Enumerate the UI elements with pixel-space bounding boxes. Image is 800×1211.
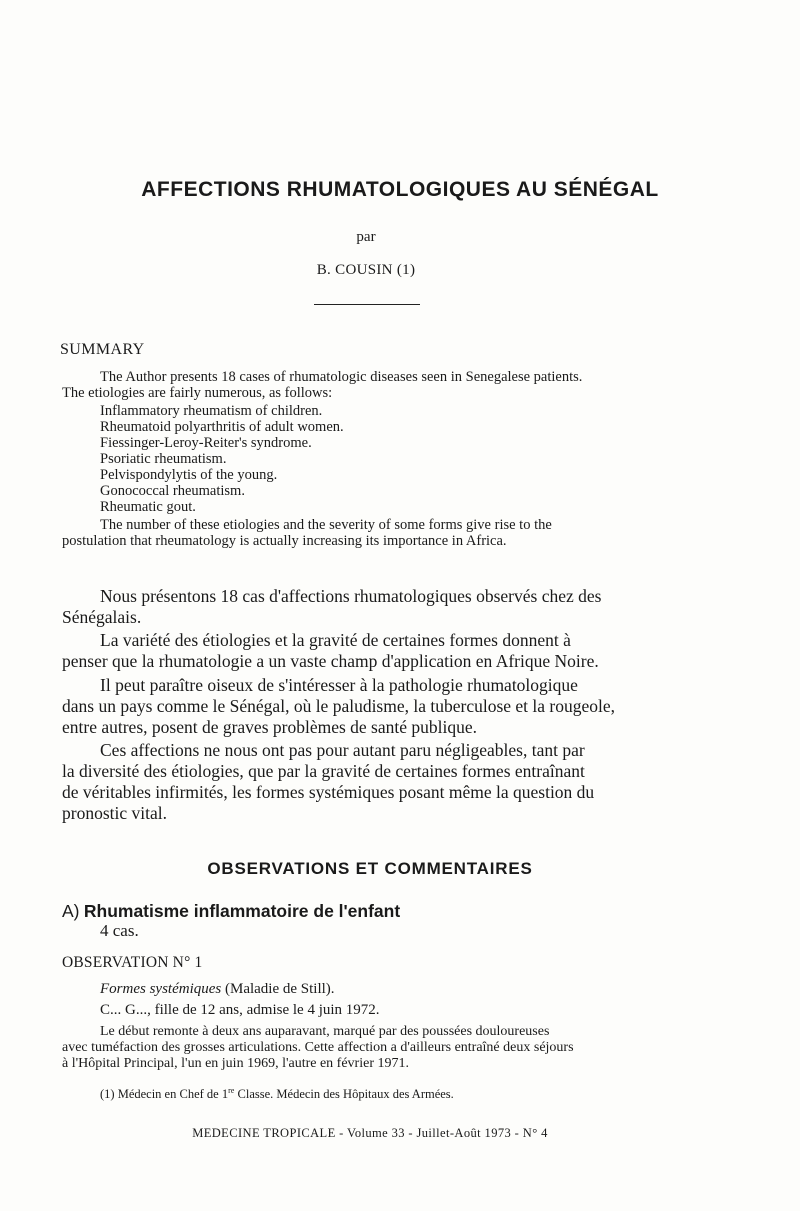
summary-list-item: Rheumatic gout.	[100, 499, 196, 515]
forms-line	[100, 981, 335, 998]
byline-par: par	[356, 229, 376, 245]
subsection-heading	[62, 901, 400, 922]
paragraph-line: Nous présentons 18 cas d'affections rhumatologiques observés chez des	[100, 586, 602, 606]
observation-line: avec tuméfaction des grosses articulations. Cette affection a d'ailleurs entraîné deux séjours	[62, 1040, 574, 1055]
author-name: B. COUSIN (1)	[316, 262, 416, 278]
summary-list-item: Rheumatoid polyarthritis of adult women.	[100, 419, 344, 435]
footnote-sup: re	[228, 1086, 235, 1095]
observation-line: Le début remonte à deux ans auparavant, marqué par des poussées douloureuses	[100, 1024, 550, 1039]
patient-line: C... G..., fille de 12 ans, admise le 4 juin 1972.	[100, 1002, 380, 1018]
paragraph-line: de véritables infirmités, les formes systémiques posant même la question du	[62, 782, 595, 802]
subsection-title: Rhumatisme inflammatoire de l'enfant	[83, 901, 401, 921]
paragraph-line: Sénégalais.	[62, 607, 142, 627]
paragraph-line: la diversité des étiologies, que par la gravité de certaines formes entraînant	[62, 761, 585, 781]
summary-intro-line: The etiologies are fairly numerous, as follows:	[62, 385, 333, 401]
subsection-label: A)	[62, 901, 80, 921]
paragraph-line: La variété des étiologies et la gravité de certaines formes donnent à	[100, 630, 571, 650]
paragraph-line: Il peut paraître oiseux de s'intéresser à la pathologie rhumatologique	[100, 675, 578, 695]
paragraph-line: entre autres, posent de graves problèmes de santé publique.	[62, 717, 478, 737]
summary-intro-line: The Author presents 18 cases of rhumatologic diseases seen in Senegalese patients.	[100, 369, 583, 385]
footnote-prefix: (1) Médecin en Chef de 1	[100, 1087, 229, 1102]
title-divider	[314, 304, 420, 305]
paragraph-line: dans un pays comme le Sénégal, où le paludisme, la tuberculose et la rougeole,	[62, 696, 616, 716]
paragraph-line: Ces affections ne nous ont pas pour autant paru négligeables, tant par	[100, 740, 585, 760]
forms-italic: Formes systémiques	[100, 981, 222, 997]
summary-outro-line: The number of these etiologies and the severity of some forms give rise to the	[100, 517, 552, 533]
observation-heading: OBSERVATION N° 1	[62, 954, 203, 971]
footnote-suffix: Classe. Médecin des Hôpitaux des Armées.	[234, 1087, 454, 1102]
summary-list-item: Psoriatic rheumatism.	[100, 451, 227, 467]
journal-footer: MEDECINE TROPICALE - Volume 33 - Juillet-Août 1973 - N° 4	[192, 1126, 548, 1140]
forms-rest: (Maladie de Still).	[224, 981, 335, 997]
article-title: AFFECTIONS RHUMATOLOGIQUES AU SÉNÉGAL	[141, 178, 659, 201]
summary-outro-line: postulation that rheumatology is actually increasing its importance in Africa.	[62, 533, 507, 549]
section-heading: OBSERVATIONS ET COMMENTAIRES	[207, 859, 533, 878]
summary-list-item: Pelvispondylytis of the young.	[100, 467, 278, 483]
summary-list-item: Inflammatory rheumatism of children.	[100, 403, 323, 419]
summary-heading: SUMMARY	[60, 341, 145, 358]
paragraph-line: penser que la rhumatologie a un vaste champ d'application en Afrique Noire.	[62, 651, 599, 671]
footnote	[100, 1086, 454, 1102]
paragraph-line: pronostic vital.	[62, 803, 167, 823]
observation-line: à l'Hôpital Principal, l'un en juin 1969, l'autre en février 1971.	[62, 1056, 409, 1071]
case-count: 4 cas.	[100, 921, 139, 940]
summary-list-item: Fiessinger-Leroy-Reiter's syndrome.	[100, 435, 312, 451]
summary-list-item: Gonococcal rheumatism.	[100, 483, 245, 499]
